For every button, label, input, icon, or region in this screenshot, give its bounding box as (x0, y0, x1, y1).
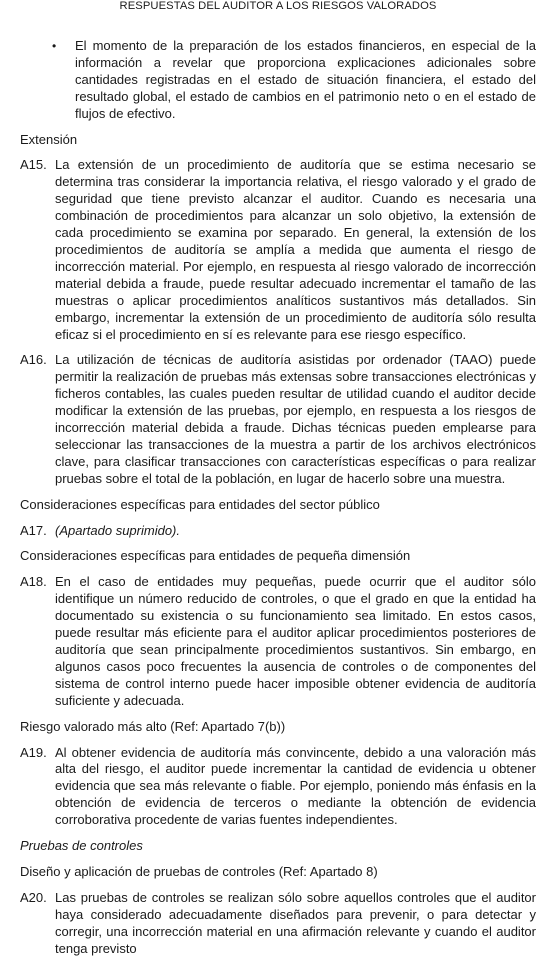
paragraph-a15 (20, 157, 536, 343)
document-body (20, 38, 536, 967)
paragraph-text: La utilización de técnicas de auditoría asistidas por ordenador (TAAO) puede permitir la realización de pruebas más extensas sobre transacciones electrónicas y ficheros contables, las cuales pueden resultar de utilidad cuando el auditor decide modificar la extensión de las pruebas, por ejemplo, en respuesta a los riesgos de incorrección material debida a fraude. Dichas técnicas pueden emplearse para seleccionar las transacciones de la muestra a partir de los archivos electrónicos clave, para clasificar transacciones con características específicas o para realizar pruebas sobre el total de la población, en lugar de hacerlo sobre una muestra. (55, 352, 536, 486)
paragraph-a16 (20, 352, 536, 487)
paragraph-text: Al obtener evidencia de auditoría más convincente, debido a una valoración más alta del riesgo, el auditor puede incrementar la cantidad de evidencia u obtener evidencia que sea más relevante o fiable. Por ejemplo, poniendo más énfasis en la obtención de evidencia de terceros o mediante la obtención de evidencia corroborativa procedente de varias fuentes independientes. (55, 744, 536, 828)
paragraph-a18 (20, 574, 536, 709)
running-header: RESPUESTAS DEL AUDITOR A LOS RIESGOS VALORADOS (119, 0, 437, 12)
paragraph-number: A18. (20, 574, 47, 590)
paragraph-text: Las pruebas de controles se realizan sólo sobre aquellos controles que el auditor haya considerado adecuadamente diseñados para prevenir, o para detectar y corregir, una incorrección material en una afirmación relevante y cuando el auditor tenga previsto (55, 889, 536, 956)
heading-controls-tests: Pruebas de controles (20, 838, 143, 854)
heading-public-sector: Consideraciones específicas para entidades del sector público (20, 496, 380, 512)
heading-extension: Extensión (20, 131, 78, 147)
bullet-text: El momento de la preparación de los estados financieros, en especial de la información a revelar que proporciona explicaciones adicionales sobre cantidades registradas en el estado de situación financiera, el estado del resultado global, el estado de cambios en el patrimonio neto o en el estado de flujos de efectivo. (75, 38, 536, 121)
paragraph-number: A19. (20, 744, 47, 760)
paragraph-number: A17. (20, 522, 47, 538)
paragraph-text: La extensión de un procedimiento de auditoría que se estima necesario se determina tras considerar la importancia relativa, el riesgo valorado y el grado de seguridad que tiene previsto alcanzar el auditor. Cuando es necesaria una combinación de procedimientos para alcanzar un solo objetivo, la extensión de cada procedimiento se examina por separado. En general, la extensión de los procedimientos de auditoría se amplía a medida que aumenta el riesgo de incorrección material. Por ejemplo, en respuesta al riesgo valorado de incorrección material debida a fraude, puede resultar adecuado incrementar el tamaño de las muestras o aplicar procedimientos analíticos sustantivos más detallados. Sin embargo, incrementar la extensión de un procedimiento de auditoría sólo resulta eficaz si el procedimiento en sí es relevante para ese riesgo específico. (55, 157, 536, 342)
paragraph-number: A20. (20, 889, 47, 905)
heading-design-tests: Diseño y aplicación de pruebas de controles (Ref: Apartado 8) (20, 863, 378, 879)
bullet-item (52, 38, 536, 123)
heading-small-entities: Consideraciones específicas para entidades de pequeña dimensión (20, 548, 411, 564)
paragraph-number: A15. (20, 157, 47, 173)
paragraph-text: (Apartado suprimido). (55, 522, 180, 538)
bullet-icon: • (52, 39, 57, 53)
paragraph-a17 (20, 523, 536, 540)
paragraph-text: En el caso de entidades muy pequeñas, puede ocurrir que el auditor sólo identifique un número reducido de controles, o que el grado en que la entidad ha documentado su existencia o su funcionamiento sea limitado. En estos casos, puede resultar más eficiente para el auditor aplicar procedimientos posteriores de auditoría que sean principalmente procedimientos sustantivos. Sin embargo, en algunos casos poco frecuentes la ausencia de controles o de componentes del sistema de control interno puede hacer imposible obtener evidencia de auditoría suficiente y adecuada. (55, 574, 536, 708)
heading-higher-risk: Riesgo valorado más alto (Ref: Apartado 7(b)) (20, 718, 286, 734)
paragraph-a20 (20, 890, 536, 958)
paragraph-a19 (20, 745, 536, 830)
paragraph-number: A16. (20, 352, 47, 368)
